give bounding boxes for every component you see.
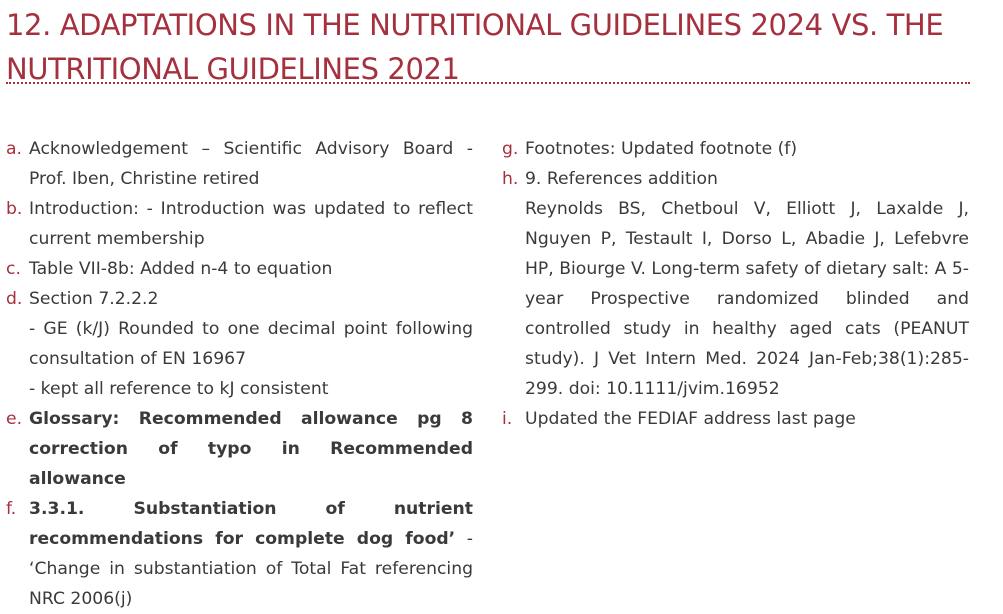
changes-list-right bbox=[502, 134, 969, 434]
list-item-d bbox=[6, 284, 473, 404]
list-item-text: Glossary: Recommended allowance pg 8 correction of typo in Recommended allowance bbox=[29, 409, 473, 489]
list-item-subline: - kept all reference to kJ consistent bbox=[29, 379, 329, 399]
list-item-g bbox=[502, 134, 969, 164]
list-item-text: Introduction: - Introduction was updated to reflect current membership bbox=[29, 199, 473, 249]
list-item-text: 9. References addition bbox=[525, 169, 718, 189]
list-item-rest-text: - ‘Change in substantiation of Total Fat referencing NRC 2006(j) bbox=[29, 529, 473, 609]
section-title: 12. ADAPTATIONS IN THE NUTRITIONAL GUIDELINES 2024 VS. THE NUTRITIONAL GUIDELINES 2021 bbox=[6, 8, 944, 86]
list-item-a bbox=[6, 134, 473, 194]
list-item-i bbox=[502, 404, 969, 434]
list-item-text: Acknowledgement – Scientific Advisory Board - Prof. Iben, Christine retired bbox=[29, 139, 473, 189]
list-item-subline: - GE (k/J) Rounded to one decimal point following consultation of EN 16967 bbox=[29, 319, 473, 369]
list-item-e bbox=[6, 404, 473, 494]
list-marker: a. bbox=[6, 139, 22, 159]
list-marker: i. bbox=[502, 409, 513, 429]
list-item-bold-text: 3.3.1. Substantiation of nutrient recommendations for complete dog food’ bbox=[29, 499, 473, 549]
list-item-b bbox=[6, 194, 473, 254]
list-marker: h. bbox=[502, 169, 519, 189]
list-marker: e. bbox=[6, 409, 23, 429]
changes-list-left bbox=[6, 134, 473, 614]
list-marker: f. bbox=[6, 499, 17, 519]
list-item-f bbox=[6, 494, 473, 614]
reference-citation: Reynolds BS, Chetboul V, Elliott J, Laxalde J, Nguyen P, Testault I, Dorso L, Abadie J, Lefebvre HP, Biourge V. Long-term safety of dietary salt: A 5-year Prospective randomized blinded and controlled study in healthy aged cats (PEANUT study). J Vet Intern Med. 2024 Jan-Feb;38(1):285-299. doi: 10.1111/jvim.16952 bbox=[525, 199, 969, 399]
list-marker: d. bbox=[6, 289, 23, 309]
list-item-c bbox=[6, 254, 473, 284]
list-marker: c. bbox=[6, 259, 21, 279]
list-item-text: Updated the FEDIAF address last page bbox=[525, 409, 856, 429]
list-item-text: Table VII-8b: Added n-4 to equation bbox=[29, 259, 333, 279]
title-dotted-divider bbox=[6, 82, 970, 84]
list-item-h bbox=[502, 164, 969, 404]
list-marker: g. bbox=[502, 139, 519, 159]
list-item-text: Footnotes: Updated footnote (f) bbox=[525, 139, 798, 159]
list-item-text: Section 7.2.2.2 bbox=[29, 289, 159, 309]
list-item-text bbox=[29, 494, 473, 614]
list-marker: b. bbox=[6, 199, 23, 219]
